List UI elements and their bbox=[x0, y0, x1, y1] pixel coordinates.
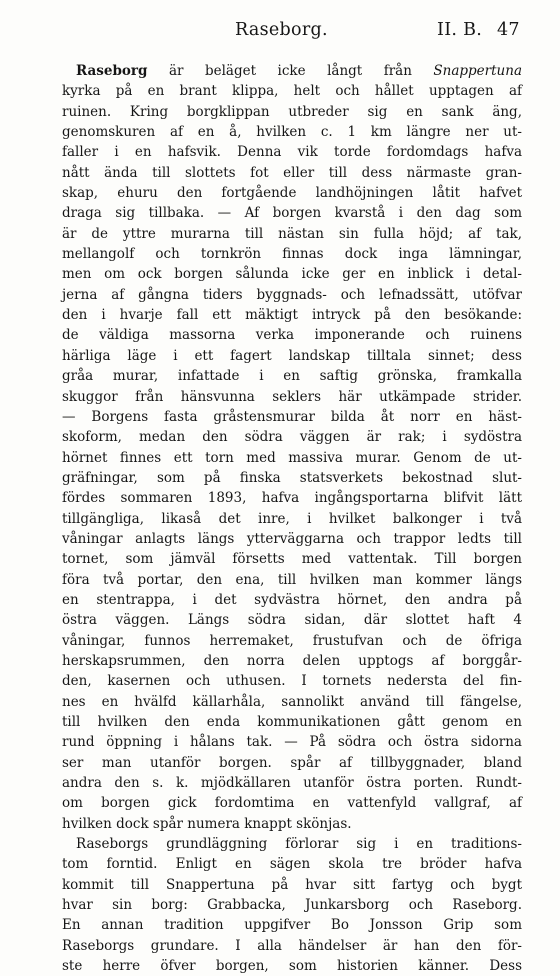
line-text: ruinen. Kring borgklippan utbreder sig en sank äng, bbox=[62, 103, 522, 120]
text-line bbox=[62, 427, 522, 447]
text-line bbox=[62, 570, 522, 590]
text-line bbox=[62, 142, 522, 162]
header-title: Raseborg. bbox=[235, 20, 328, 40]
text-line bbox=[62, 448, 522, 468]
line-text: är de yttre murarna till nästan sin fulla höjd; af tak, bbox=[62, 225, 522, 242]
text-line bbox=[62, 834, 522, 854]
text-line bbox=[62, 488, 522, 508]
text-line bbox=[62, 325, 522, 345]
text-line bbox=[62, 203, 522, 223]
text-line bbox=[62, 407, 522, 427]
text-line bbox=[62, 387, 522, 407]
body-text bbox=[62, 61, 522, 976]
line-text: kommit till Snappertuna på hvar sitt fartyg och bygt bbox=[62, 876, 522, 893]
paragraph bbox=[62, 61, 522, 834]
text-line bbox=[62, 895, 522, 915]
line-text: hvar sin borg: Grabbacka, Junkarsborg och Raseborg. bbox=[62, 897, 522, 914]
text-line bbox=[62, 671, 522, 691]
line-text: gråa murar, infattade i en saftig grönska, framkalla bbox=[62, 368, 522, 385]
paragraph bbox=[62, 834, 522, 976]
line-text: fördes sommaren 1893, hafva ingångsportarna blifvit lätt bbox=[62, 490, 522, 507]
line-text: rund öppning i hålans tak. — På södra och östra sidorna bbox=[62, 734, 522, 751]
text-line bbox=[62, 102, 522, 122]
line-text: tillgängliga, likaså det inre, i hvilket balkonger i två bbox=[62, 510, 522, 527]
line-text: ste herre öfver borgen, som historien känner. Dess bbox=[62, 958, 522, 975]
text-line bbox=[62, 468, 522, 488]
line-text: tornet, som jämväl försetts med vattentak. Till borgen bbox=[62, 551, 522, 568]
line-text: genomskuren af en å, hvilken c. 1 km längre ner ut- bbox=[62, 124, 522, 141]
text-line bbox=[62, 61, 522, 81]
text-line bbox=[62, 915, 522, 935]
line-text: en stentrappa, i det sydvästra hörnet, den andra på bbox=[62, 591, 522, 608]
text-line bbox=[62, 793, 522, 813]
page-number: 47 bbox=[497, 20, 520, 40]
line-text: skuggor från hänsvunna seklers här utkämpade strider. bbox=[62, 388, 522, 405]
line-text: andra den s. k. mjödkällaren utanför östra porten. Rundt- bbox=[62, 775, 522, 792]
line-text: våningar anlagts längs ytterväggarna och trappor ledts till bbox=[62, 530, 522, 547]
text-line bbox=[62, 773, 522, 793]
line-text: men om ock borgen sålunda icke ger en inblick i detal- bbox=[62, 266, 522, 283]
line-text: herskapsrummen, den norra delen upptogs af borggår- bbox=[62, 652, 522, 669]
text-line bbox=[62, 163, 522, 183]
line-text: härliga läge i ett fagert landskap tilltala sinnet; dess bbox=[62, 347, 522, 364]
running-header bbox=[0, 20, 560, 46]
text-line bbox=[62, 549, 522, 569]
line-text: mellangolf och tornkrön finnas dock inga lämningar, bbox=[62, 246, 522, 263]
text-line bbox=[62, 509, 522, 529]
line-text: En annan tradition uppgifver Bo Jonsson Grip som bbox=[62, 917, 522, 934]
line-text: om borgen gick fordomtima en vattenfyld vallgraf, af bbox=[62, 795, 522, 812]
text-line bbox=[62, 264, 522, 284]
text-line bbox=[62, 122, 522, 142]
line-text: — Borgens fasta gråstensmurar bilda åt norr en häst- bbox=[62, 408, 522, 425]
text-line bbox=[62, 224, 522, 244]
text-line bbox=[62, 936, 522, 956]
line-text: till hvilken den enda kommunikationen gått genom en bbox=[62, 714, 522, 730]
header-section: II. B. bbox=[437, 20, 483, 40]
line-text: faller i en hafsvik. Denna vik torde fordomdags hafva bbox=[62, 144, 522, 161]
line-text: östra väggen. Längs södra sidan, där slottet haft 4 bbox=[62, 612, 522, 629]
lead-word: Raseborg bbox=[76, 63, 148, 79]
text-line bbox=[62, 529, 522, 549]
emphasized-word: Snappertuna bbox=[433, 63, 522, 79]
line-text: våningar, funnos herremaket, frustufvan och de öfriga bbox=[62, 632, 522, 649]
text-line bbox=[62, 631, 522, 651]
line-text: tom forntid. Enligt en sägen skola tre bröder hafva bbox=[62, 856, 522, 873]
text-line bbox=[62, 712, 522, 732]
line-text: ser man utanför borgen. spår af tillbyggnader, bland bbox=[62, 754, 522, 771]
text-line bbox=[62, 875, 522, 895]
text-line bbox=[62, 366, 522, 386]
text-line bbox=[62, 183, 522, 203]
text-line bbox=[62, 346, 522, 366]
text-line bbox=[62, 814, 522, 834]
line-text: hörnet finnes ett torn med massiva murar. Genom de ut- bbox=[62, 449, 522, 466]
line-text: kyrka på en brant klippa, helt och hållet upptagen af bbox=[62, 83, 522, 100]
line-text: Raseborgs grundläggning förlorar sig i en traditions- bbox=[76, 836, 522, 853]
line-text: nått ända till slottets fot eller till dess närmaste gran- bbox=[62, 164, 522, 181]
text-line bbox=[62, 305, 522, 325]
text-line bbox=[62, 244, 522, 264]
text-line bbox=[62, 610, 522, 630]
text-line bbox=[62, 81, 522, 101]
line-text: Raseborgs grundare. I alla händelser är han den för- bbox=[62, 937, 522, 954]
line-text: hvilken dock spår numera knappt skönjas. bbox=[62, 815, 352, 832]
line-text: skoform, medan den södra väggen är rak; i sydöstra bbox=[62, 429, 522, 446]
line-text: jerna af gångna tiders byggnads- och lefnadssätt, utöfvar bbox=[62, 286, 522, 303]
line-text: föra två portar, den ena, till hvilken man kommer längs bbox=[62, 571, 522, 588]
text-line bbox=[62, 651, 522, 671]
line-text: den i hvarje fall ett mäktigt intryck på den besökande: bbox=[62, 307, 522, 324]
text-line bbox=[62, 956, 522, 976]
text-line bbox=[62, 590, 522, 610]
text-line bbox=[62, 692, 522, 712]
line-text: är beläget icke långt från bbox=[147, 63, 434, 79]
line-text: den, kasernen och uthusen. I tornets nedersta del fin- bbox=[62, 673, 522, 690]
text-line bbox=[62, 854, 522, 874]
line-text: draga sig tillbaka. — Af borgen kvarstå i den dag som bbox=[62, 205, 522, 222]
text-line bbox=[62, 732, 522, 752]
line-text: gräfningar, som på finska statsverkets bekostnad slut- bbox=[62, 469, 522, 486]
line-text: skap, ehuru den fortgående landhöjningen låtit hafvet bbox=[62, 185, 522, 202]
line-text: de väldiga massorna verka imponerande och ruinens bbox=[62, 327, 522, 344]
text-line bbox=[62, 285, 522, 305]
line-text: nes en hvälfd källarhåla, sannolikt använd till fängelse, bbox=[62, 693, 522, 710]
text-line bbox=[62, 753, 522, 773]
